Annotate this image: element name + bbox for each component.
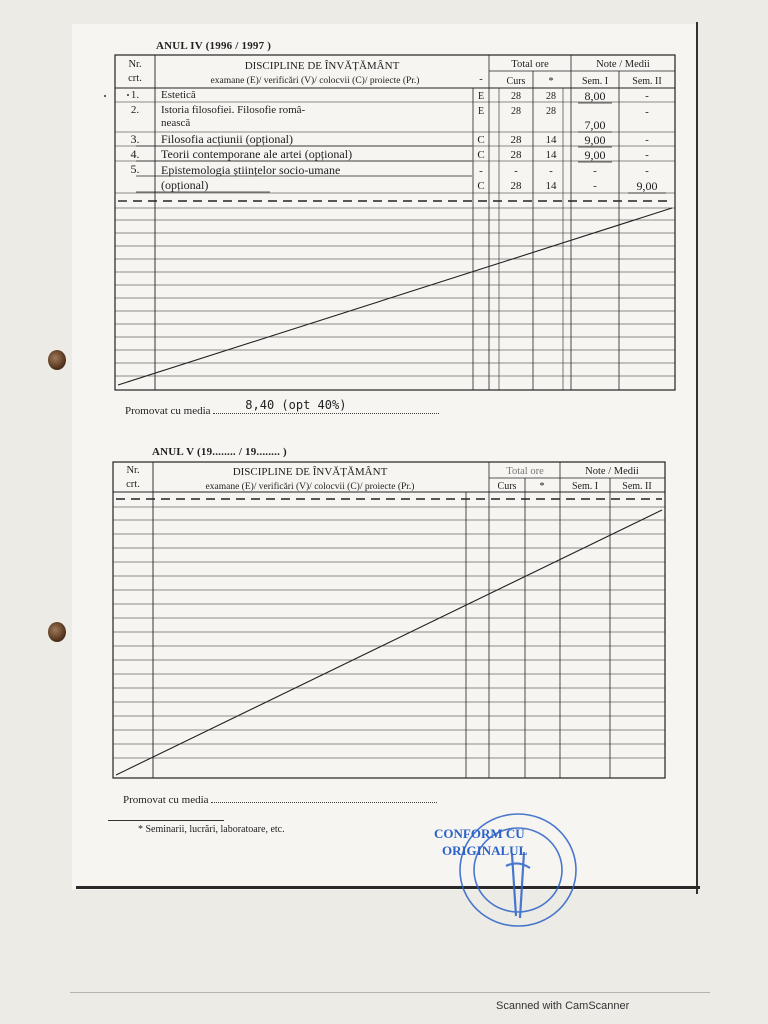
year4-row5-nr: 5. bbox=[130, 162, 140, 176]
year4-header-curs: Curs bbox=[506, 76, 526, 87]
year4-header-star: * bbox=[548, 76, 554, 87]
year4-row4-sem2: - bbox=[645, 149, 649, 161]
year4-row2-type: E bbox=[477, 106, 485, 117]
year4-row3-sem: 14 bbox=[545, 134, 557, 146]
year5-header-crt: crt. bbox=[126, 479, 140, 490]
footnote-separator bbox=[108, 820, 224, 821]
year4-row3-type: C bbox=[477, 134, 485, 146]
footnote: * Seminarii, lucrări, laboratoare, etc. bbox=[138, 824, 285, 835]
year5-promotion bbox=[123, 793, 437, 806]
year5-table-border bbox=[113, 462, 665, 778]
year4-header-sem2: Sem. II bbox=[632, 76, 662, 87]
camscanner-watermark: Scanned with CamScanner bbox=[496, 1000, 630, 1012]
year4-row3-curs: 28 bbox=[510, 134, 522, 146]
year4-row2-curs: 28 bbox=[511, 106, 521, 117]
year4-row5-type: C bbox=[477, 180, 485, 192]
year4-row5-sem: 14 bbox=[545, 180, 557, 192]
year5-header-disciplines-types: examane (E)/ verificări (V)/ colocvii (C)/ proiecte (Pr.) bbox=[205, 482, 415, 492]
year4-row5-discipline-line2: (opțional) bbox=[161, 178, 209, 192]
year4-row4-nr: 4. bbox=[130, 147, 140, 161]
year4-row3-sem1: 9,00 bbox=[584, 133, 606, 147]
year4-row5-line1-dash: - bbox=[593, 165, 597, 177]
year4-title: ANUL IV (1996 / 1997 ) bbox=[156, 40, 272, 52]
year4-row5-curs: 28 bbox=[510, 180, 522, 192]
year4-row5-sem2: 9,00 bbox=[636, 179, 658, 193]
year4-row5-line1-dash: - bbox=[549, 165, 553, 177]
year5-header-disciplines: DISCIPLINE DE ÎNVĂȚĂMÂNT bbox=[232, 466, 388, 478]
stamp-line1: CONFORM CU bbox=[434, 826, 525, 841]
year4-row4-sem1: 9,00 bbox=[584, 148, 606, 162]
year4-row4-curs: 28 bbox=[510, 149, 522, 161]
year4-header-disciplines-types: examane (E)/ verificări (V)/ colocvii (C)/ proiecte (Pr.) bbox=[210, 76, 420, 86]
year4-row4-type: C bbox=[477, 149, 485, 161]
year4-row1-type: E bbox=[477, 91, 485, 102]
year4-row1-sem: 28 bbox=[546, 91, 556, 102]
year4-row1-curs: 28 bbox=[511, 91, 521, 102]
year4-promotion-value: 8,40 (opt 40%) bbox=[245, 398, 347, 412]
year5-title: ANUL V (19........ / 19........ ) bbox=[152, 446, 287, 458]
year4-row4-sem: 14 bbox=[545, 149, 557, 161]
year4-row5-discipline-line1: Epistemologia științelor socio-umane bbox=[161, 163, 341, 177]
year4-header-dash: - bbox=[479, 74, 483, 85]
year4-row5-line1-dash: - bbox=[479, 165, 483, 177]
year4-row3-discipline: Filosofia acțiunii (opțional) bbox=[161, 132, 293, 146]
year5-promotion-label: Promovat cu media bbox=[123, 794, 209, 806]
year4-header-nr: Nr. bbox=[128, 59, 142, 70]
year4-header-disciplines: DISCIPLINE DE ÎNVĂȚĂMÂNT bbox=[244, 60, 400, 72]
year4-row4-discipline: Teorii contemporane ale artei (opțional) bbox=[161, 147, 353, 161]
year5-header-sem2: Sem. II bbox=[622, 481, 652, 492]
year4-header-total-ore: Total ore bbox=[511, 59, 549, 70]
year4-row5-line1-dash: - bbox=[645, 165, 649, 177]
conform-cu-originalul-stamp bbox=[432, 806, 582, 932]
year4-row2-sem: 28 bbox=[546, 106, 556, 117]
year4-header-sem1: Sem. I bbox=[581, 76, 609, 87]
year4-header-note-medii: Note / Medii bbox=[596, 59, 650, 70]
year4-row3-nr: 3. bbox=[130, 132, 140, 146]
year5-header-total-ore: Total ore bbox=[506, 466, 544, 477]
year4-row5-line1-dash: - bbox=[514, 165, 518, 177]
year4-row1-sem1: 8,00 bbox=[584, 89, 606, 103]
year4-row5-sem1: - bbox=[593, 180, 597, 192]
year5-cancel-diagonal bbox=[116, 510, 662, 775]
year4-row1-sem2: - bbox=[645, 90, 649, 102]
year4-row2-sem1: 7,00 bbox=[584, 118, 606, 132]
year5-header-sem1: Sem. I bbox=[571, 481, 599, 492]
year5-header-star: * bbox=[539, 481, 545, 492]
year4-row2-discipline-line1: Istoria filosofiei. Filosofie româ- bbox=[161, 104, 306, 116]
year4-header-crt: crt. bbox=[128, 73, 142, 84]
year4-row2-sem2: - bbox=[645, 106, 649, 118]
year4-row2-nr: 2. bbox=[130, 104, 140, 116]
year4-row3-sem2: - bbox=[645, 134, 649, 146]
year5-header-nr: Nr. bbox=[126, 465, 140, 476]
year4-row1-nr: 1. bbox=[130, 89, 140, 101]
year4-row1-discipline: Estetică bbox=[161, 89, 196, 101]
year4-promotion-label: Promovat cu media bbox=[125, 405, 211, 417]
year4-row2-discipline-line2: nească bbox=[161, 117, 191, 129]
year5-header-curs: Curs bbox=[497, 481, 517, 492]
stamp-line2: ORIGINALUL bbox=[442, 843, 528, 858]
year5-promotion-dotted-line bbox=[211, 793, 437, 803]
year5-header-note-medii: Note / Medii bbox=[585, 466, 639, 477]
